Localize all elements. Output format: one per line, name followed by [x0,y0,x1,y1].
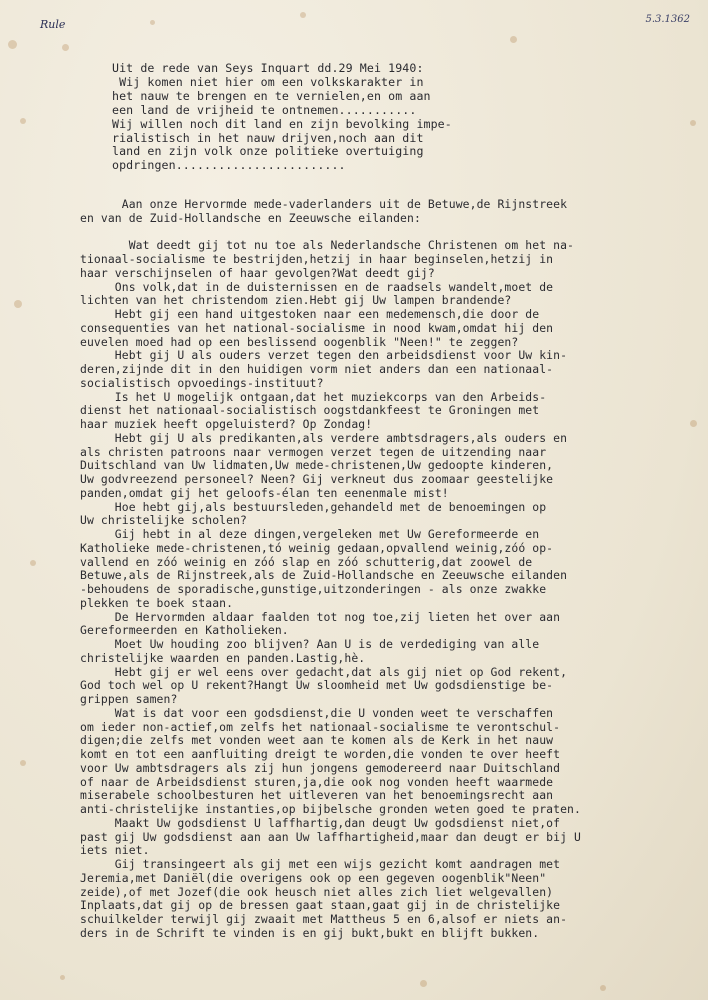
body-line: consequenties van het national-socialisme in nood kwam,omdat hij den [80,321,554,335]
body-line: -behoudens de sporadische,gunstige,uitzonderingen - als onze zwakke [80,583,547,596]
body-line: anti-christelijke instanties,op bijbelsche gronden weten goed te praten. [80,803,581,816]
body-line: deren,zijnde dit in den huidigen vorm niet anders dan een nationaal- [80,363,554,376]
body-line: zeide),of met Jozef(die ook heusch niet alles zich liet welgevallen) [80,885,554,899]
body-line: grippen samen? [80,693,178,706]
age-spot [20,760,26,766]
body-line: Duitschland van Uw lidmaten,Uw mede-christenen,Uw gedoopte kinderen, [80,459,554,473]
body-line: christelijke waarden en panden.Lastig,hè. [80,651,366,665]
handwritten-mark: Rule [40,18,66,31]
body-line: Hebt gij U als predikanten,als verdere ambtsdragers,als ouders en [80,431,568,445]
body-line: past gij Uw godsdienst aan aan Uw laffhartigheid,maar dan deugt er bij U [80,830,581,844]
age-spot [690,120,696,126]
body-line: haar muziek heeft opgeluisterd? Op Zondag! [80,418,373,431]
body-line: Wat is dat voor een godsdienst,die U vonden weet te verschaffen [80,706,554,720]
body-line: Hebt gij een hand uitgestoken naar een medemensch,die door de [80,308,540,321]
body-line: iets niet. [80,844,150,858]
quote-line: land en zijn volk onze politieke overtuiging [112,145,424,159]
body-line: Aan onze Hervormde mede-vaderlanders uit de Betuwe,de Rijnstreek [80,198,568,211]
body-line: Wat deedt gij tot nu toe als Nederlandsche Christenen om het na- [80,239,574,253]
body-line: Hebt gij U als ouders verzet tegen den arbeidsdienst voor Uw kin- [80,349,568,363]
body-line: panden,omdat gij het geloofs-élan ten eenenmale mist! [80,486,449,500]
age-spot [8,40,17,49]
body-line: Katholieke mede-christenen,tó weinig gedaan,opvallend weinig,zóó op- [80,541,554,555]
body-line: Hebt gij er wel eens over gedacht,dat als gij niet op God rekent, [80,665,568,679]
body-line: voor Uw ambtsdragers als zij hun jongens gemodereerd naar Duitschland [80,761,561,775]
body-line: Inplaats,dat gij op de bressen gaat staan,gaat gij in de christelijke [80,899,561,913]
body-line: of naar de Arbeidsdienst sturen,ja,die ook nog vonden heeft waarmede [80,775,554,789]
body-line: euvelen moed had op een beslissend oogenblik "Neen!" te zeggen? [80,335,519,349]
body-line: Is het U mogelijk ontgaan,dat het muziekcorps van den Arbeids- [80,390,547,404]
age-spot [30,560,36,566]
body-line: plekken te boek staan. [80,596,234,610]
quote-line: Uit de rede van Seys Inquart dd.29 Mei 1940: [112,62,424,75]
body-line: Gij hebt in al deze dingen,vergeleken met Uw Gereformeerde en [80,528,540,541]
body-line: haar verschijnselen of haar gevolgen?Wat deedt gij? [80,266,435,280]
quote-line: opdringen........................ [112,159,346,173]
body-line: Uw godvreezend personeel? Neen? Gij verkneut dus zoomaar geestelijke [80,473,554,486]
age-spot [600,985,606,991]
body-line: Ons volk,dat in de duisternissen en de raadsels wandelt,moet de [80,280,554,294]
age-spot [62,44,69,51]
body-line: lichten van het christendom zien.Hebt gij Uw lampen brandende? [80,294,512,308]
body-line: schuilkelder terwijl gij zwaait met Mattheus 5 en 6,alsof er niets an- [80,913,568,926]
body-line: ders in de Schrift te vinden is en gij bukt,bukt en blijft bukken. [80,926,540,940]
body-line: Jeremia,met Daniël(die overigens ook op een gegeven oogenblik"Neen" [80,871,547,885]
age-spot [14,300,22,308]
body-line: Gij transingeert als gij met een wijs gezicht komt aandragen met [80,858,561,871]
body-line: tionaal-socialisme te bestrijden,hetzij in haar beginselen,hetzij in [80,253,554,266]
body-line: Gereformeerden en Katholieken. [80,624,289,638]
body-text [80,198,695,941]
body-line: miserabele schoolbesturen het uitleveren van het benoemingsrecht aan [80,789,554,803]
body-line: dienst het nationaal-socialistisch oogstdankfeest te Groningen met [80,404,540,418]
body-line: Moet Uw houding zoo blijven? Aan U is de verdediging van alle [80,638,540,651]
age-spot [300,12,306,18]
age-spot [510,36,517,43]
body-line: God toch wel op U rekent?Hangt Uw sloomheid met Uw godsdienstige be- [80,679,554,693]
body-line: om ieder non-actief,om zelfs het nationaal-socialisme te verontschul- [80,720,561,734]
age-spot [60,975,65,980]
quote-line: rialistisch in het nauw drijven,noch aan dit [112,131,424,145]
body-line: als christen patroons naar vermogen verzet tegen de uitzending naar [80,445,547,459]
body-line: socialistisch opvoedings-instituut? [80,376,324,390]
quote-line: Wij willen noch dit land en zijn bevolking impe- [112,117,452,131]
quote-block [112,62,672,173]
body-line: Betuwe,als de Rijnstreek,als de Zuid-Hollandsche en Zeeuwsche eilanden [80,569,568,583]
body-line: Uw christelijke scholen? [80,514,247,528]
body-line [80,226,695,240]
archive-number: 5.3.1362 [645,14,690,25]
age-spot [20,118,26,124]
body-line: De Hervormden aldaar faalden tot nog toe,zij lieten het over aan [80,610,561,624]
quote-line: een land de vrijheid te ontnemen........... [112,103,417,117]
quote-line: Wij komen niet hier om een volkskarakter in [112,75,424,89]
quote-line: het nauw te brengen en te vernielen,en om aan [112,89,431,103]
body-line: Maakt Uw godsdienst U laffhartig,dan deugt Uw godsdienst niet,of [80,816,561,830]
body-line: digen;die zelfs met vonden weet aan te komen als de Kerk in het nauw [80,734,554,748]
body-line: vallend en zóó weinig en zóó slap en zóó schutterig,dat zoowel de [80,555,533,569]
age-spot [150,20,155,25]
body-line: Hoe hebt gij,als bestuursleden,gehandeld met de benoemingen op [80,500,547,514]
body-line: en van de Zuid-Hollandsche en Zeeuwsche eilanden: [80,211,421,225]
age-spot [420,980,427,987]
body-line: komt en tot een aanfluiting dreigt te worden,die vonden te over heeft [80,748,561,761]
